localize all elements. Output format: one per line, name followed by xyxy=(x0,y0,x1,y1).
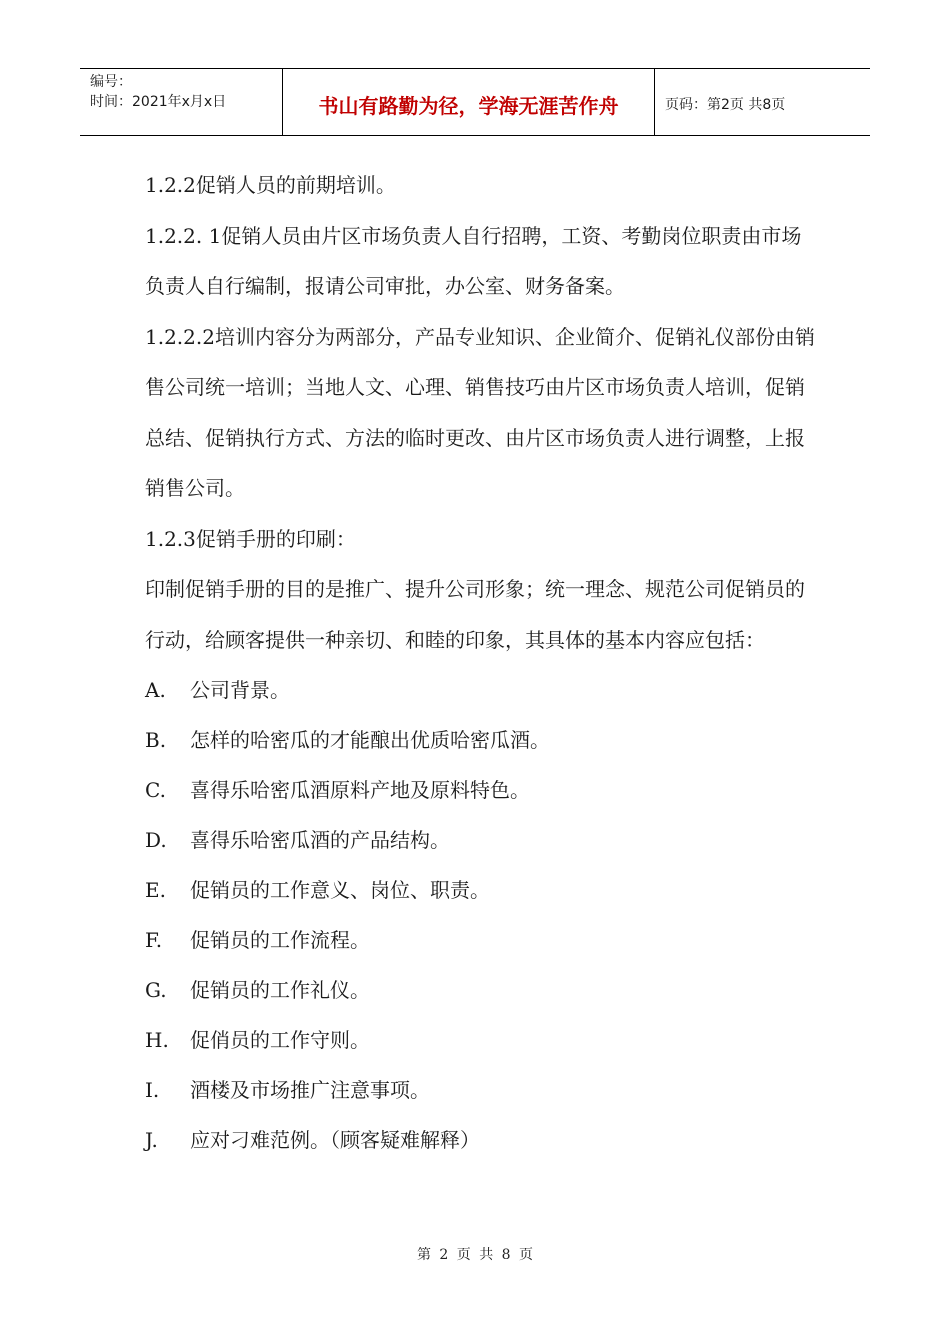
paragraph-1-2-2-2: 1.2.2.2培训内容分为两部分，产品专业知识、企业简介、促销礼仪部份由销售公司统一培训；当地人文、心理、销售技巧由片区市场负责人培训，促销总结、促销执行方式、方法的临时更改、由片区市场负责人进行调整，上报销售公司。 xyxy=(145,324,815,500)
list-item-text: 促销员的工作流程。 xyxy=(190,928,370,952)
list-item-letter: A. xyxy=(145,678,166,702)
document-body xyxy=(145,160,815,1165)
list-item xyxy=(145,865,815,915)
list-item xyxy=(145,1115,815,1165)
list-item-letter: C. xyxy=(145,778,166,802)
document-time-label: 时间：2021年x月x日 xyxy=(90,94,227,110)
list-item xyxy=(145,965,815,1015)
list-item-letter: G. xyxy=(145,978,167,1002)
paragraph-manual-purpose: 印制促销手册的目的是推广、提升公司形象；统一理念、规范公司促销员的行动，给顾客提供一种亲切、和睦的印象，其具体的基本内容应包括： xyxy=(145,577,805,652)
list-item xyxy=(145,915,815,965)
list-item-letter: E. xyxy=(145,878,166,902)
list-item xyxy=(145,1015,815,1065)
list-item-text: 应对刁难范例。（顾客疑难解释） xyxy=(190,1128,480,1152)
header-page-info: 页码：第2页 共8页 xyxy=(665,97,786,113)
list-item-letter: B. xyxy=(145,728,167,752)
list-item-letter: F. xyxy=(145,928,163,952)
list-item xyxy=(145,765,815,815)
list-item-letter: D. xyxy=(145,828,167,852)
section-heading-1-2-3: 1.2.3促销手册的印刷： xyxy=(145,526,356,551)
list-item-text: 酒楼及市场推广注意事项。 xyxy=(190,1078,430,1102)
list-item-letter: J. xyxy=(145,1128,158,1152)
paragraph-1-2-2-1: 1.2.2. 1促销人员由片区市场负责人自行招聘，工资、考勤岗位职责由市场负责人自行编制，报请公司审批，办公室、财务备案。 xyxy=(145,223,802,298)
header-meta xyxy=(80,69,283,135)
list-item xyxy=(145,1065,815,1115)
list-item-letter: H. xyxy=(145,1028,169,1052)
page-footer: 第 2 页 共 8 页 xyxy=(416,1247,534,1263)
list-item-text: 促销员的工作意义、岗位、职责。 xyxy=(190,878,490,902)
list-item-text: 公司背景。 xyxy=(190,678,290,702)
section-heading-1-2-2: 1.2.2促销人员的前期培训。 xyxy=(145,173,396,197)
list-item-text: 怎样的哈密瓜的才能酿出优质哈密瓜酒。 xyxy=(190,728,550,752)
list-item-text: 促销员的工作礼仪。 xyxy=(190,978,370,1002)
list-item xyxy=(145,815,815,865)
manual-contents-list xyxy=(145,665,815,1165)
page-header xyxy=(80,68,870,136)
list-item xyxy=(145,715,815,765)
list-item-text: 促俏员的工作守则。 xyxy=(190,1028,370,1052)
document-number-label: 编号： xyxy=(90,74,132,90)
list-item xyxy=(145,665,815,715)
list-item-text: 喜得乐哈密瓜酒原料产地及原料特色。 xyxy=(190,778,530,802)
list-item-text: 喜得乐哈密瓜酒的产品结构。 xyxy=(190,828,450,852)
header-motto: 书山有路勤为径，学海无涯苦作舟 xyxy=(283,69,655,135)
list-item-letter: I. xyxy=(145,1078,160,1102)
